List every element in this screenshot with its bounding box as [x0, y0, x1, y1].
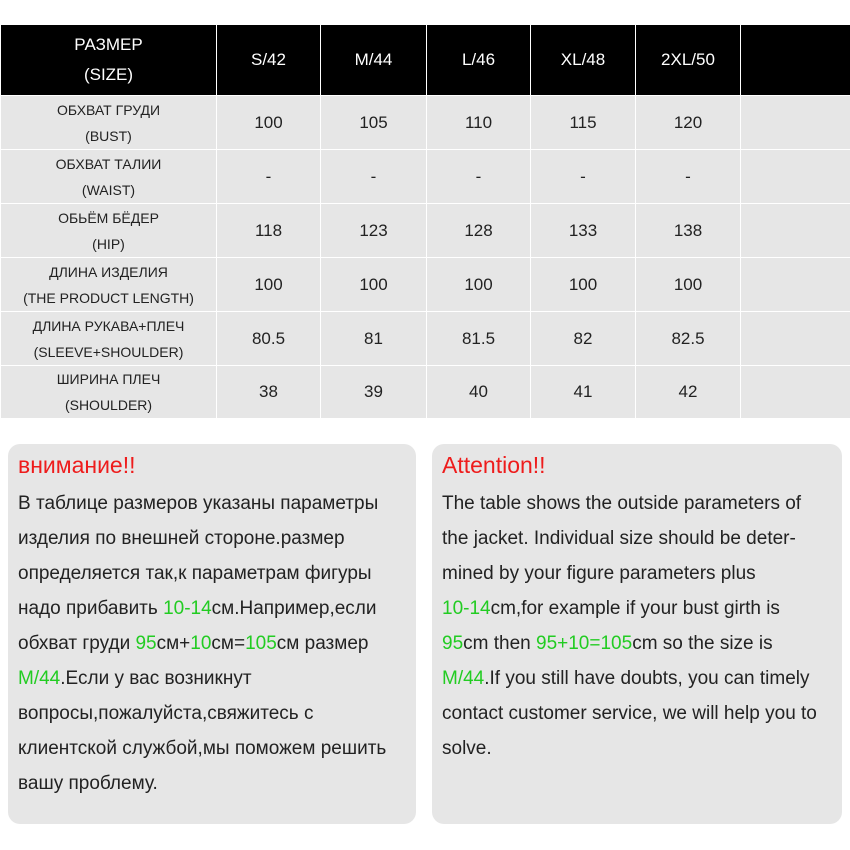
highlight-text: M/44 [18, 668, 61, 689]
empty-cell [741, 258, 850, 312]
note-text: cm then [463, 633, 537, 654]
table-cell: - [636, 150, 741, 204]
table-cell: 110 [427, 96, 531, 150]
note-text: cm,for example if your bust girth is [490, 598, 780, 619]
row-label-en: (HIP) [92, 235, 125, 252]
size-header-ru: РАЗМЕР [74, 35, 143, 54]
empty-cell [741, 366, 850, 419]
note-line: The table shows the outside parameters of [442, 493, 802, 514]
empty-cell [741, 96, 850, 150]
table-cell: 100 [531, 258, 636, 312]
row-label-ru: ШИРИНА ПЛЕЧ [56, 371, 161, 387]
empty-cell [741, 312, 850, 366]
note-line [18, 661, 406, 696]
table-cell: 82.5 [636, 312, 741, 366]
table-row [1, 150, 850, 204]
note-body-en [442, 486, 832, 766]
note-line: изделия по внешней стороне.размер [18, 528, 345, 549]
table-cell: - [531, 150, 636, 204]
row-label-ru: ДЛИНА ИЗДЕЛИЯ [49, 263, 168, 280]
note-line: определяется так,к параметрам фигуры [18, 563, 372, 584]
note-line: mined by your figure parameters plus [442, 563, 756, 584]
table-cell: 105 [321, 96, 427, 150]
highlight-text: 95 [442, 633, 464, 654]
table-cell: 120 [636, 96, 741, 150]
note-line: solve. [442, 738, 492, 759]
table-cell: 42 [636, 366, 741, 419]
note-line [18, 591, 406, 626]
table-cell: 100 [217, 96, 321, 150]
table-cell: 100 [217, 258, 321, 312]
table-cell: 100 [321, 258, 427, 312]
note-body-ru [18, 486, 406, 801]
row-label [1, 258, 217, 312]
table-cell: - [217, 150, 321, 204]
table-cell: 128 [427, 204, 531, 258]
table-cell: 40 [427, 366, 531, 419]
row-label-en: (THE PRODUCT LENGTH) [23, 289, 194, 306]
note-line [18, 626, 406, 661]
note-text: cm so the size is [632, 633, 773, 654]
row-label [1, 96, 217, 150]
note-text: .If you still have doubts, you can timely [484, 668, 810, 689]
size-column-header: S/42 [217, 25, 321, 96]
note-text: обхват груди [18, 633, 136, 654]
note-line [442, 661, 832, 696]
note-text: надо прибавить [18, 598, 164, 619]
row-label-ru: ОБЬЁМ БЁДЕР [58, 209, 159, 226]
table-cell: 81 [321, 312, 427, 366]
table-cell: 80.5 [217, 312, 321, 366]
row-label-ru: ОБХВАТ ТАЛИИ [55, 155, 162, 172]
table-row [1, 366, 850, 419]
table-cell: - [427, 150, 531, 204]
size-column-header: M/44 [321, 25, 427, 96]
table-cell: 81.5 [427, 312, 531, 366]
size-chart-table [0, 24, 850, 419]
row-label [1, 366, 217, 419]
note-line: В таблице размеров указаны параметры [18, 493, 379, 514]
note-text: см.Например,если [211, 598, 377, 619]
table-row [1, 96, 850, 150]
size-column-header: 2XL/50 [636, 25, 741, 96]
table-cell: 100 [636, 258, 741, 312]
table-cell: 133 [531, 204, 636, 258]
note-text: см+ [156, 633, 191, 654]
row-label-en: (WAIST) [81, 181, 136, 198]
table-row [1, 258, 850, 312]
empty-column-header [741, 25, 850, 96]
note-text: см= [211, 633, 246, 654]
row-label-en: (SHOULDER) [64, 397, 153, 413]
note-russian [8, 444, 416, 824]
table-cell: 41 [531, 366, 636, 419]
note-english [432, 444, 842, 824]
table-cell: 138 [636, 204, 741, 258]
table-cell: 38 [217, 366, 321, 419]
note-line: the jacket. Individual size should be deter- [442, 528, 796, 549]
note-title-en: Attention!! [442, 452, 546, 478]
row-label-en: (SLEEVE+SHOULDER) [33, 343, 184, 360]
table-row [1, 204, 850, 258]
size-header-label [1, 25, 217, 96]
header-row [1, 25, 850, 96]
row-label [1, 312, 217, 366]
empty-cell [741, 204, 850, 258]
note-line: contact customer service, we will help you to [442, 703, 817, 724]
size-column-header: L/46 [427, 25, 531, 96]
table-cell: 82 [531, 312, 636, 366]
table-row [1, 312, 850, 366]
note-text: .Если у вас возникнут [60, 668, 252, 689]
table-cell: 115 [531, 96, 636, 150]
row-label-en: (BUST) [85, 127, 132, 144]
table-cell: 100 [427, 258, 531, 312]
highlight-text: 10-14 [163, 598, 212, 619]
size-header-en: (SIZE) [83, 65, 134, 84]
note-title-ru: внимание!! [18, 452, 136, 478]
table-cell: - [321, 150, 427, 204]
row-label [1, 150, 217, 204]
highlight-text: 95+10=105 [536, 633, 633, 654]
note-line: вопросы,пожалуйста,свяжитесь с [18, 703, 314, 724]
table-cell: 123 [321, 204, 427, 258]
table-cell: 39 [321, 366, 427, 419]
note-line [442, 626, 832, 661]
highlight-text: 10-14 [442, 598, 491, 619]
note-line [442, 591, 832, 626]
highlight-text: 95 [135, 633, 157, 654]
note-line: вашу проблему. [18, 773, 158, 794]
table-cell: 118 [217, 204, 321, 258]
highlight-text: M/44 [442, 668, 485, 689]
highlight-text: 105 [245, 633, 277, 654]
empty-cell [741, 150, 850, 204]
note-line: клиентской службой,мы поможем решить [18, 738, 387, 759]
row-label-ru: ОБХВАТ ГРУДИ [56, 101, 161, 118]
size-column-header: XL/48 [531, 25, 636, 96]
row-label-ru: ДЛИНА РУКАВА+ПЛЕЧ [32, 317, 185, 334]
highlight-text: 10 [190, 633, 212, 654]
row-label [1, 204, 217, 258]
note-text: см размер [276, 633, 369, 654]
